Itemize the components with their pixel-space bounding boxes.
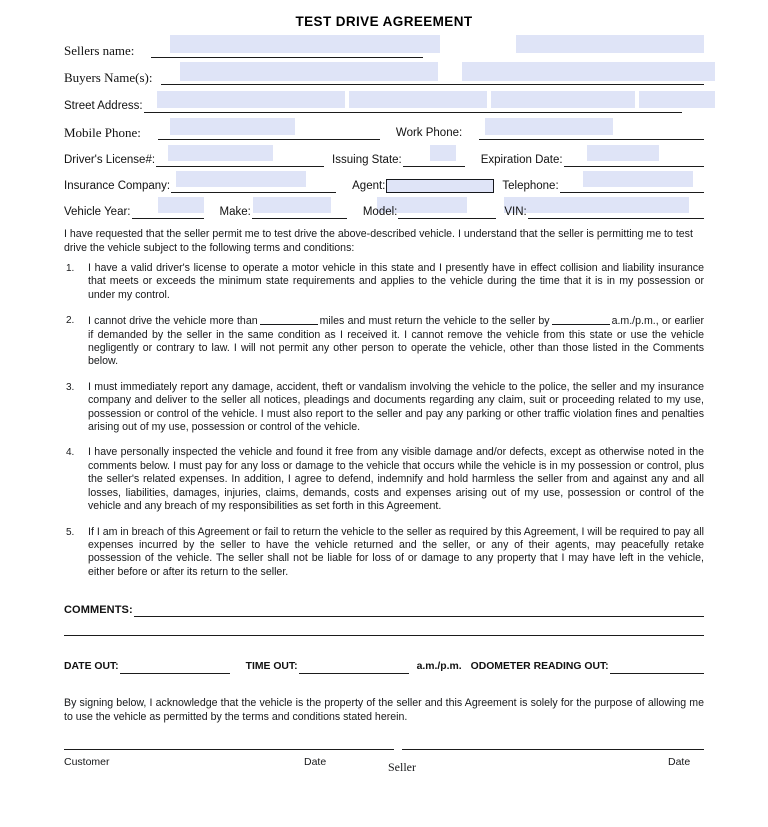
customer-label: Customer [64,756,110,768]
time-out-label: TIME OUT: [245,661,298,672]
odometer-reading-out-input[interactable] [610,660,704,674]
model-label: Model: [362,206,398,218]
make-input[interactable] [252,204,347,219]
sellers-name-input[interactable] [151,43,423,58]
signature-spacer [394,748,402,749]
signature-labels [64,756,704,778]
date-out-input[interactable] [120,660,230,674]
vehicle-year-label: Vehicle Year: [64,206,131,218]
buyers-name-input[interactable] [161,70,704,85]
odometer-reading-out-label: ODOMETER READING OUT: [470,661,609,672]
drivers-license-input[interactable] [156,152,324,167]
term-text-2-part1: I cannot drive the vehicle more than [88,315,258,328]
customer-date-label: Date [304,756,327,768]
vehicle-year-input[interactable] [132,204,204,219]
field-row-street-address [64,93,704,113]
field-row-sellers-name [64,38,704,58]
term-text-2-part3: a.m./p.m., or earlier if demanded by the seller in the same condition as I received it. I cannot remove the vehicle from this state or use the vehicle negligently or contrary to law. I will not permit any other person to operate the vehicle, other than those listed in the Comments below. [88,315,704,368]
agent-input[interactable] [386,179,494,193]
insurance-company-input[interactable] [171,178,336,193]
seller-date-label: Date [668,756,691,768]
term-number-5: 5. [66,526,75,538]
term-text-4: I have personally inspected the vehicle and found it free from any visible damage and/or defects, except as otherwise noted in the comments below. I must pay for any loss or damage to the vehicle that occurs while the vehicle is in my possession or control, plus the seller's related expenses. In addition, I agree to defend, indemnify and hold harmless the seller from and against any and all losses, liabilities, damages, injuries, claims, demands, costs and expenses arising out of my use, possession or control of the vehicle and any breach of my responsibilities as set forth in this Agreement. [88,446,704,513]
comments-input-line-1[interactable] [134,602,704,617]
term-number-2: 2. [66,315,75,327]
comments-input-line-2[interactable] [64,634,704,636]
signature-lines [64,748,704,750]
field-row-phones [64,120,704,140]
insurance-company-label: Insurance Company: [64,180,171,192]
terms-list [64,262,704,591]
street-address-label: Street Address: [64,100,143,112]
term-number-4: 4. [66,447,75,459]
closing-paragraph: By signing below, I acknowledge that the vehicle is the property of the seller and this Agreement is solely for the purpose of allowing me to use the vehicle as permitted by the terms and conditions stated herein. [64,697,704,723]
expiration-date-input[interactable] [564,152,704,167]
make-label: Make: [219,206,251,218]
term-text-1: I have a valid driver's license to operate a motor vehicle in this state and I presently have in effect collision and liability insurance that meets or exceeds the minimum state requirements and applies to the vehicle during the time that it is in my possession or under my control. [88,262,704,301]
mileage-blank[interactable] [260,314,318,325]
term-item-2 [64,314,704,369]
field-row-license [64,147,704,167]
form-fields [0,0,768,225]
term-item-1 [64,262,704,302]
term-text-5: If I am in breach of this Agreement or fail to return the vehicle to the seller as required by this Agreement, I will be required to pay all expenses incurred by the seller to have the vehicle returned and the seller, or any of their agents, may peacefully retake possession of the vehicle. The seller shall not be liable for loss of or damage to any property that I may have left in the vehicle, either before or after its return to the seller. [88,525,704,578]
mobile-phone-label: Mobile Phone: [64,125,141,140]
term-item-3 [64,381,704,435]
term-item-5 [64,526,704,580]
term-text-2-part2: miles and must return the vehicle to the seller by [319,315,550,328]
time-out-input[interactable] [299,660,409,674]
ampm-label: a.m./p.m. [416,661,462,672]
work-phone-label: Work Phone: [395,127,463,139]
drivers-license-label: Driver's License#: [64,154,156,166]
intro-paragraph: I have requested that the seller permit me to test drive the above-described vehicle. I understand that the seller is permitting me to test drive the vehicle subject to the following terms and conditions: [64,228,693,254]
term-text-3: I must immediately report any damage, accident, theft or vandalism involving the vehicle to the police, the seller and my insurance company and deliver to the seller all notices, pleadings and documents regarding any claim, suit or proceeding related to my use, possession or control of the vehicle. I must also report to the seller and pay any parking or other traffic violation fines and penalties arising out of my use, possession or control of the vehicle. [88,380,704,434]
work-phone-input[interactable] [479,125,704,140]
expiration-date-label: Expiration Date: [480,154,563,166]
return-time-blank[interactable] [552,314,610,325]
mobile-phone-input[interactable] [158,125,380,140]
page-title: TEST DRIVE AGREEMENT [295,14,473,29]
seller-label: Seller [388,760,416,774]
issuing-state-input[interactable] [403,152,465,167]
checkout-row [64,660,704,674]
term-number-1: 1. [66,263,75,274]
seller-signature-line[interactable] [402,748,704,750]
issuing-state-label: Issuing State: [332,154,402,166]
vin-input[interactable] [528,204,704,219]
term-item-4 [64,446,704,513]
telephone-label: Telephone: [502,180,559,192]
field-row-buyers-name [64,65,704,85]
buyers-name-label: Buyers Name(s): [64,70,153,85]
comments-label: COMMENTS: [64,604,133,616]
vin-label: VIN: [504,206,527,218]
comments-row [64,602,704,617]
model-input[interactable] [398,204,496,219]
sellers-name-label: Sellers name: [64,43,135,58]
term-number-3: 3. [66,381,75,393]
agent-label: Agent: [352,180,386,192]
field-row-vehicle [64,199,704,219]
street-address-input[interactable] [144,98,682,113]
customer-signature-line[interactable] [64,748,394,750]
date-out-label: DATE OUT: [64,661,119,672]
telephone-input[interactable] [560,178,704,193]
field-row-insurance [64,173,704,193]
